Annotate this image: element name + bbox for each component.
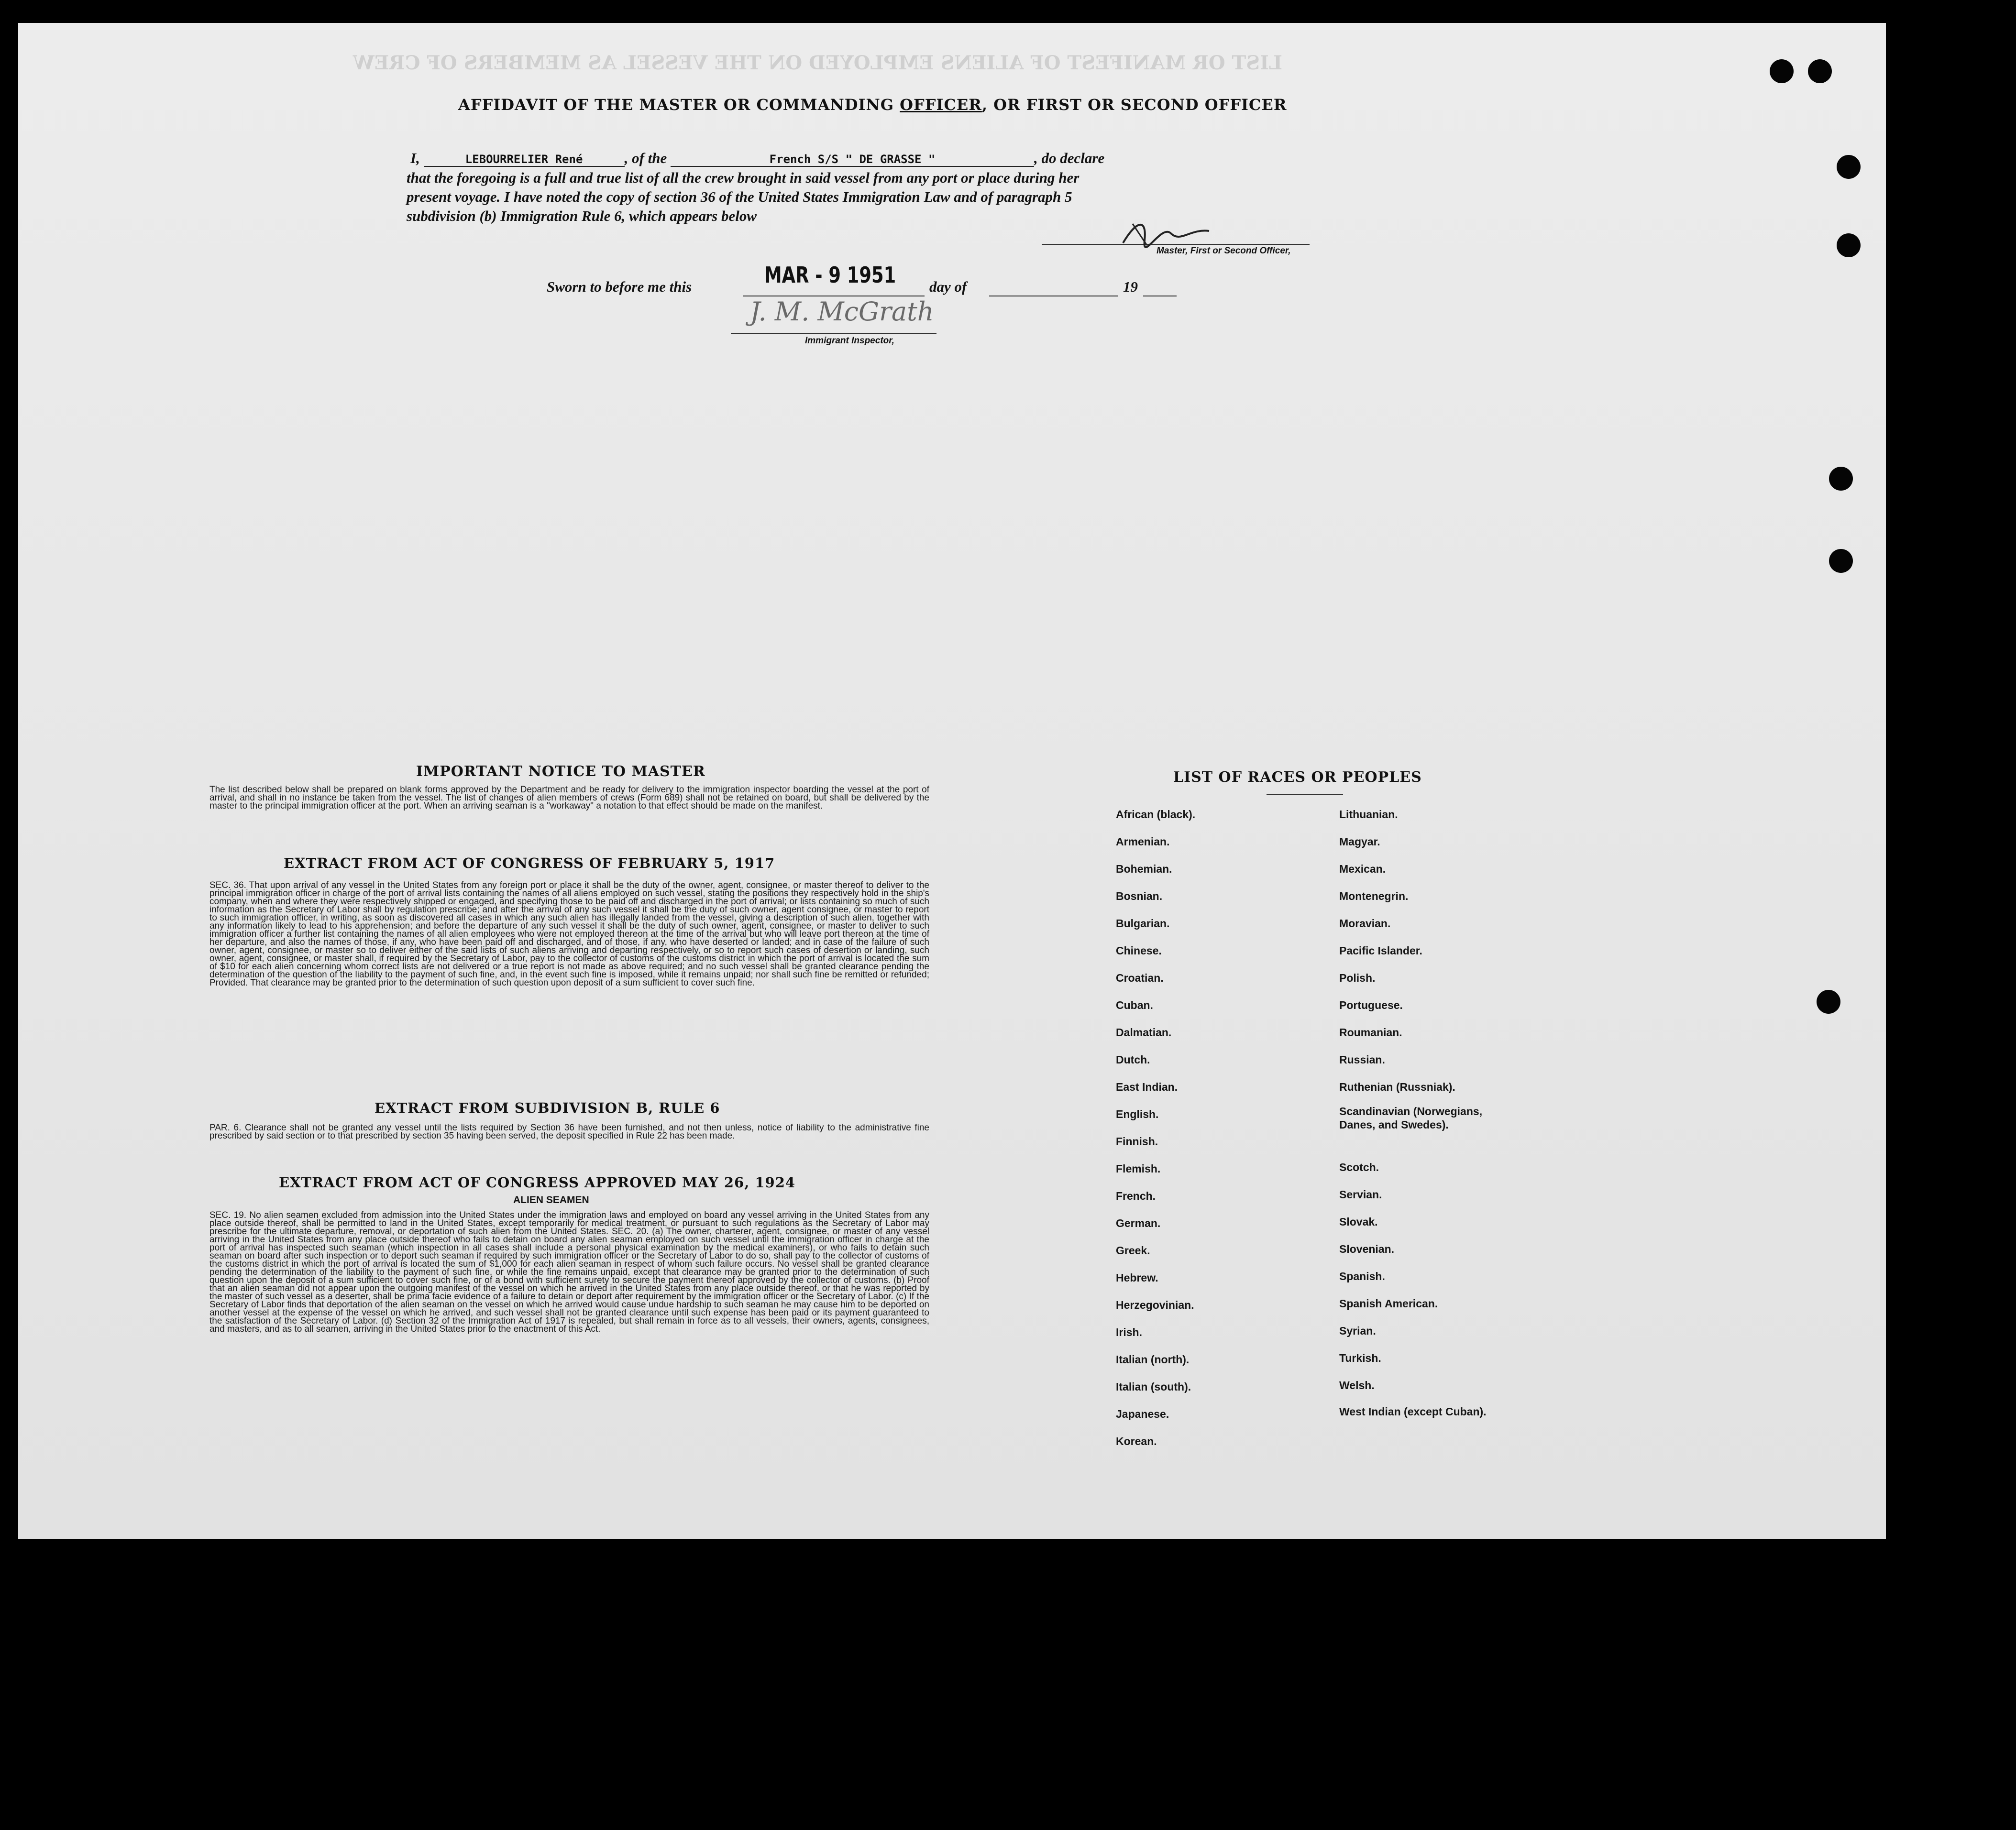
races-title: LIST OF RACES OR PEOPLES (1173, 769, 1422, 786)
race-item: West Indian (except Cuban). (1339, 1405, 1487, 1418)
race-item: Armenian. (1116, 835, 1170, 848)
punch-hole (1829, 467, 1853, 491)
race-item: Flemish. (1116, 1162, 1161, 1175)
notice-body: The list described below shall be prepared on blank forms approved by the Department and be ready for delivery to the immigration inspector boarding the vessel at the port of arrival, and shall in no instance be taken from the vessel. The list of changes of alien members of crews (Form 689) shall not be retained on board, but shall be delivered by the master to the principal immigration officer at the port. When an arriving seaman is a "workaway" a notation to that effect should be made on the manifest. (209, 785, 929, 811)
extract1-body: SEC. 36. That upon arrival of any vessel in the United States from any foreign port or place it shall be the duty of the owner, agent, consignee, or master thereof to deliver to the principal immigration officer in charge of the port of arrival lists containing the names of all aliens employed on such vessel, stating the positions they respectively hold in the ship's company, when and where they were respectively shipped or engaged, and specifying those to be paid off and discharged in the port of arrival; or lists containing so much of such information as the Secretary of Labor shall by regulation prescribe; and after the arrival of any such vessel it shall be the duty of such owner, agent consignee, or master to report to such immigration officer, in writing, as soon as discovered all cases in which any such alien has illegally landed from the vessel, giving a description of such alien, together with any information likely to lead to his apprehension; and before the departure of any such vessel it shall be the duty of such owner, agent, consignee, or master to deliver to such immigration officer a further list containing the names of all alien employees who were not employed thereon at the time of the arrival but who will leave port thereon at the time of her departure, and also the names of those, if any, who have been paid off and discharged, and of those, if any, who have deserted or landed; and in case of the failure of such owner, agent, consignee, or master so to deliver either of the said lists of such aliens arriving and departing respectively, or so to report such cases of desertion or landing, such owner, agent, consignee, or master shall, if required by the Secretary of Labor, pay to the collector of customs of the customs district in which the port of arrival is located the sum of $10 for each alien concerning whom correct lists are not delivered or a true report is not made as above required; and no such vessel shall be granted clearance pending the determination of the question of the liability to the payment of such fine, and, in the event such fine is imposed, while it remains unpaid; nor shall such fine be remitted or refunded; Provided. That clearance may be granted prior to the determination of such question upon deposit of a sum sufficient to cover such fine. (209, 880, 929, 988)
race-item: Greek. (1116, 1244, 1150, 1257)
sworn-year: 19 (1123, 278, 1138, 295)
race-item: East Indian. (1116, 1081, 1178, 1093)
races-title-rule (1267, 794, 1343, 795)
race-item: Spanish. (1339, 1270, 1385, 1282)
race-item: Bosnian. (1116, 890, 1163, 902)
punch-hole (1808, 59, 1832, 83)
punch-hole (1829, 549, 1853, 573)
inspector-signature: J. M. McGrath (750, 296, 934, 327)
punch-hole (1837, 155, 1861, 179)
race-item: Irish. (1116, 1326, 1142, 1338)
race-item: Russian. (1339, 1053, 1385, 1066)
inspector-caption: Immigrant Inspector, (805, 336, 894, 346)
race-item: Finnish. (1116, 1135, 1158, 1148)
race-item: Portuguese. (1339, 999, 1403, 1011)
master-name-field: LEBOURRELIER René (424, 153, 625, 167)
bleed-through-header: LIST OR MANIFEST OF ALIENS EMPLOYED ON THE VESSEL AS MEMBERS OF CREW (353, 52, 1283, 74)
race-item: Bulgarian. (1116, 917, 1170, 930)
declaration-line-1: I, LEBOURRELIER René , of the French S/S " DE GRASSE " , do declare (410, 150, 1105, 166)
race-item: Italian (north). (1116, 1353, 1190, 1366)
extract3-body: SEC. 19. No alien seamen excluded from admission into the United States under the immigration laws and employed on board any vessel arriving in the United States from any place outside thereof, shall be permitted to land in the United States, except temporarily for medical treatment, or pursuant to such regulations as the Secretary of Labor may prescribe for the ultimate departure, removal, or deportation of such alien from the United States. SEC. 20. (a) The owner, charterer, agent, consignee, or master of any vessel arriving in the United States from any place outside thereof who fails to detain on board any alien seaman employed on such vessel until the immigration officer in charge at the port of arrival has inspected such seaman (which inspection in all cases shall include a personal physical examination by the medical examiners), or who fails to detain such seaman on board after such inspection or to deport such seaman if required by such immigration officer or the Secretary of Labor to do so, shall pay to the collector of customs of the customs district in which the port of arrival is located the sum of $1,000 for each alien seaman in respect of whom such failure occurs. No vessel shall be granted clearance pending the determination of the liability to the payment of such fine, or while the fine remains unpaid, except that clearance may be granted prior to the determination of such question upon the deposit of a sum sufficient to cover such fine, or of a bond with sufficient surety to secure the payment thereof approved by the collector of customs. (b) Proof that an alien seaman did not appear upon the outgoing manifest of the vessel on which he arrived in the United States from any place outside thereof, or that he was reported by the master of such vessel as a deserter, shall be prima facie evidence of a failure to detain or deport after requirement by the immigration officer or the Secretary of Labor. (c) If the Secretary of Labor finds that deportation of the alien seaman on the vessel on which he arrived would cause undue hardship to such seaman he may cause him to be deported on another vessel at the expense of the vessel on which he arrived, and such vessel shall not be granted clearance until such expense has been paid or its payment guaranteed to the satisfaction of the Secretary of Labor. (d) Section 32 of the Immigration Act of 1917 is repealed, but shall remain in force as to all vessels, their owners, agents, consignees, and masters, and as to all seamen, arriving in the United States prior to the enactment of this Act. (209, 1210, 929, 1334)
race-item: Pacific Islander. (1339, 944, 1422, 957)
punch-hole (1837, 233, 1861, 257)
race-item: Slovak. (1339, 1216, 1378, 1228)
race-item: Mexican. (1339, 863, 1386, 875)
inspector-signature-line (731, 333, 936, 334)
extract2-body: PAR. 6. Clearance shall not be granted any vessel until the lists required by Section 36 have been furnished, and not then unless, notice of liability to the administrative fine prescribed by said section or to that prescribed by section 35 having been served, the deposit specified in Rule 22 has been made. (209, 1123, 929, 1141)
punch-hole (1770, 59, 1794, 83)
race-item: Polish. (1339, 972, 1376, 984)
notice-title: IMPORTANT NOTICE TO MASTER (416, 763, 705, 780)
race-item: Turkish. (1339, 1352, 1381, 1364)
race-item: Hebrew. (1116, 1271, 1158, 1284)
race-item: Cuban. (1116, 999, 1153, 1011)
race-item: Korean. (1116, 1435, 1157, 1447)
punch-hole (1817, 990, 1840, 1014)
race-item: Servian. (1339, 1188, 1382, 1201)
sworn-day-of: day of (929, 278, 967, 295)
race-item: Syrian. (1339, 1325, 1376, 1337)
race-item: French. (1116, 1190, 1156, 1202)
race-item: Slovenian. (1339, 1243, 1395, 1255)
declaration-line-2: that the foregoing is a full and true list of all the crew brought in said vessel from any port or place during her (407, 169, 1080, 186)
race-item: Magyar. (1339, 835, 1380, 848)
declaration-line-3: present voyage. I have noted the copy of section 36 of the United States Immigration Law and of paragraph 5 (407, 188, 1072, 205)
extract1-title: EXTRACT FROM ACT OF CONGRESS OF FEBRUARY 5, 1917 (284, 855, 775, 871)
race-item: Dutch. (1116, 1053, 1150, 1066)
race-item: Japanese. (1116, 1408, 1169, 1420)
race-item: Bohemian. (1116, 863, 1172, 875)
race-item: German. (1116, 1217, 1161, 1229)
race-item: Montenegrin. (1339, 890, 1409, 902)
race-item: Dalmatian. (1116, 1026, 1172, 1039)
sworn-prefix: Sworn to before me this (547, 278, 692, 295)
race-item: Ruthenian (Russniak). (1339, 1081, 1455, 1093)
date-stamp: MAR - 9 1951 (764, 262, 896, 288)
race-item: Roumanian. (1339, 1026, 1402, 1039)
race-item: Herzegovinian. (1116, 1299, 1194, 1311)
race-item: African (black). (1116, 808, 1196, 821)
extract2-title: EXTRACT FROM SUBDIVISION B, RULE 6 (375, 1100, 720, 1116)
extract3-subtitle: ALIEN SEAMEN (513, 1194, 589, 1205)
race-item: Scotch. (1339, 1161, 1379, 1173)
officer-caption: Master, First or Second Officer, (1157, 246, 1291, 256)
race-item: Moravian. (1339, 917, 1391, 930)
race-item: Croatian. (1116, 972, 1164, 984)
race-item: Chinese. (1116, 944, 1162, 957)
affidavit-title: AFFIDAVIT OF THE MASTER OR COMMANDING OFFICER, OR FIRST OR SECOND OFFICER (458, 96, 1287, 114)
race-item: Scandinavian (Norwegians, Danes, and Swedes). (1339, 1105, 1483, 1131)
race-item: Italian (south). (1116, 1381, 1191, 1393)
race-item: English. (1116, 1108, 1159, 1120)
race-item: Welsh. (1339, 1379, 1375, 1392)
extract3-title: EXTRACT FROM ACT OF CONGRESS APPROVED MAY 26, 1924 (279, 1174, 796, 1191)
manifest-page (18, 23, 1886, 1539)
declaration-line-4: subdivision (b) Immigration Rule 6, which appears below (407, 208, 757, 224)
vessel-name-field: French S/S " DE GRASSE " (671, 153, 1034, 167)
race-item: Spanish American. (1339, 1297, 1438, 1310)
race-item: Lithuanian. (1339, 808, 1398, 821)
